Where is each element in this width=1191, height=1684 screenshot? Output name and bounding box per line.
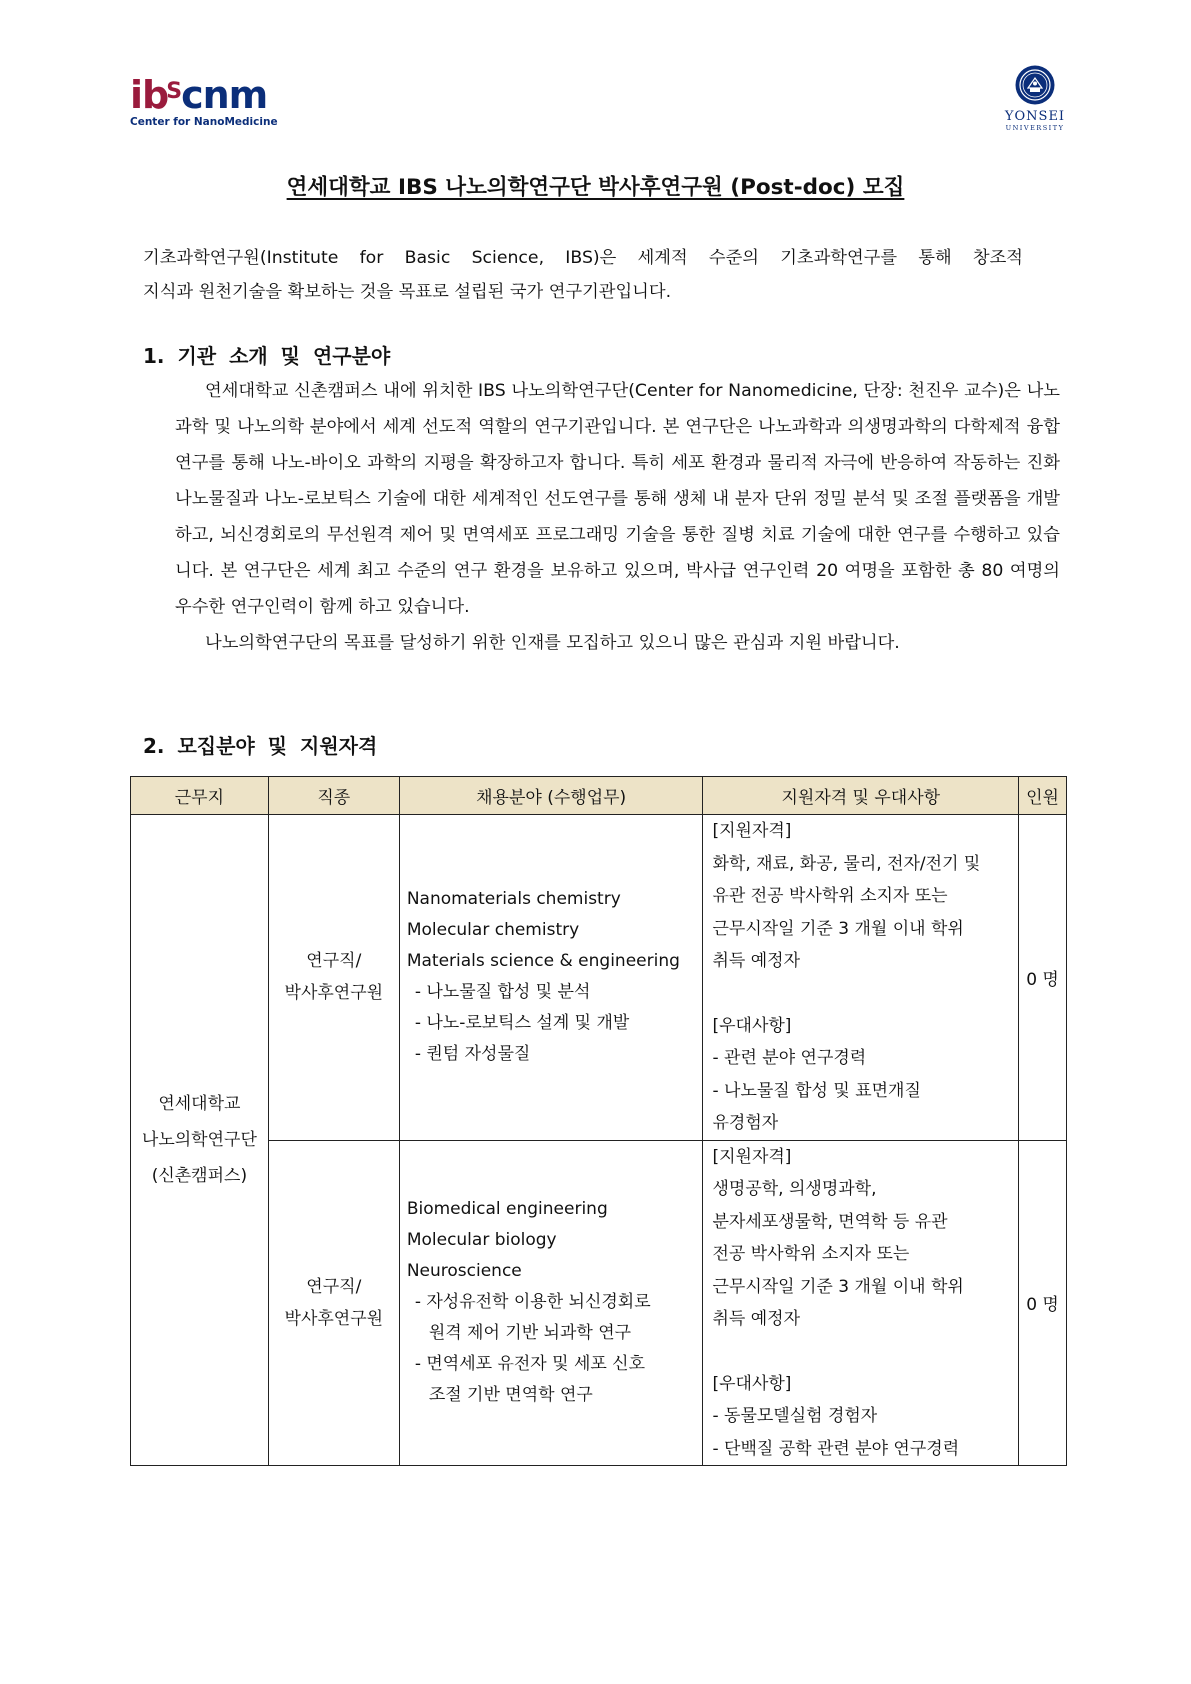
header-qualification: 지원자격 및 우대사항 bbox=[703, 777, 1019, 815]
spacer bbox=[712, 1336, 1018, 1368]
qualification-line: 유관 전공 박사학위 소지자 또는 bbox=[712, 886, 948, 906]
task-item: - 면역세포 유전자 및 세포 신호 bbox=[414, 1354, 646, 1375]
cell-field bbox=[399, 1140, 703, 1466]
intro-paragraph bbox=[143, 241, 1023, 309]
table-row bbox=[131, 1140, 1067, 1466]
cell-type bbox=[268, 1140, 399, 1466]
task-item: - 퀀텀 자성물질 bbox=[414, 1044, 531, 1065]
preference-line: - 단백질 공학 관련 분야 연구경력 bbox=[712, 1438, 960, 1459]
page-title bbox=[0, 170, 1191, 201]
type-line: 연구직/ bbox=[306, 1276, 362, 1297]
section-1-paragraph-1: 연세대학교 신촌캠퍼스 내에 위치한 IBS 나노의학연구단(Center for Nanomedicine, 단장: 천진우 교수)은 나노과학 및 나노의학 분야에서 세계 선도적 역할의 연구기관입니다. 본 연구단은 나노과학과 의생명과학의 다학제적 융합 연구를 통해 나노-바이오 과학의 지평을 확장하고자 합니다. 특히 세포 환경과 물리적 자극에 반응하여 작동하는 진화나노물질과 나노-로보틱스 기술에 대한 세계적인 선도연구를 통해 생체 내 분자 단위 정밀 분석 및 조절 플랫폼을 개발하고, 뇌신경회로의 무선원격 제어 및 면역세포 프로그래밍 기술을 통한 질병 치료 기술에 대한 연구를 수행하고 있습니다. 본 연구단은 세계 최고 수준의 연구 환경을 보유하고 있으며, 박사급 연구인력 20 여명을 포함한 총 80 여명의 우수한 연구인력이 함께 하고 있습니다. bbox=[175, 381, 1060, 617]
type-line: 박사후연구원 bbox=[284, 1308, 384, 1329]
preference-heading: [우대사항] bbox=[712, 1015, 792, 1036]
preference-line: - 동물모델실험 경험자 bbox=[712, 1406, 878, 1426]
cell-qualification bbox=[703, 1140, 1019, 1466]
field-item: Biomedical engineering bbox=[406, 1199, 608, 1220]
section-1-heading: 1. 기관 소개 및 연구분야 bbox=[143, 344, 391, 368]
cell-qualification bbox=[703, 815, 1019, 1141]
cell-count: 0 명 bbox=[1019, 815, 1067, 1141]
field-item: Neuroscience bbox=[406, 1261, 522, 1282]
yonsei-seal-icon bbox=[1014, 64, 1056, 106]
task-item: 원격 제어 기반 뇌과학 연구 bbox=[428, 1323, 632, 1344]
header-field: 채용분야 (수행업무) bbox=[399, 777, 703, 815]
qualification-line: 근무시작일 기준 3 개월 이내 학위 bbox=[712, 1276, 964, 1297]
spacer bbox=[712, 978, 1018, 1010]
logo-s: S bbox=[166, 79, 182, 104]
task-item: - 자성유전학 이용한 뇌신경회로 bbox=[414, 1292, 651, 1313]
qualification-line: 근무시작일 기준 3 개월 이내 학위 bbox=[712, 918, 964, 939]
intro-line: 지식과 원천기술을 확보하는 것을 목표로 설립된 국가 연구기관입니다. bbox=[143, 282, 672, 302]
task-item: - 나노물질 합성 및 분석 bbox=[414, 982, 591, 1003]
header-type: 직종 bbox=[268, 777, 399, 815]
logo-ib: ib bbox=[130, 73, 169, 117]
field-item: Nanomaterials chemistry bbox=[406, 889, 621, 910]
place-line: (신촌캠퍼스) bbox=[151, 1166, 248, 1186]
cell-type bbox=[268, 815, 399, 1141]
intro-line: 기초과학연구원(Institute for Basic Science, IBS)은 세계적 수준의 기초과학연구를 통해 창조적 bbox=[143, 248, 1023, 268]
table-header-row bbox=[131, 777, 1067, 815]
qualification-line: 취득 예정자 bbox=[712, 1309, 800, 1329]
logo-wordmark bbox=[130, 72, 280, 115]
qualification-line: 분자세포생물학, 면역학 등 유관 bbox=[712, 1211, 948, 1232]
place-line: 나노의학연구단 bbox=[141, 1130, 257, 1150]
preference-line: - 관련 분야 연구경력 bbox=[712, 1048, 867, 1068]
yonsei-logo bbox=[1000, 64, 1070, 139]
header-place: 근무지 bbox=[131, 777, 269, 815]
header-count: 인원 bbox=[1019, 777, 1067, 815]
section-1-paragraph-2: 나노의학연구단의 목표를 달성하기 위한 인재를 모집하고 있으니 많은 관심과 지원 바랍니다. bbox=[205, 633, 900, 653]
field-item: Molecular biology bbox=[406, 1230, 557, 1251]
qualification-line: 생명공학, 의생명과학, bbox=[712, 1179, 877, 1199]
field-item: Materials science & engineering bbox=[406, 951, 680, 972]
type-line: 박사후연구원 bbox=[284, 983, 384, 1004]
recruitment-table bbox=[130, 776, 1067, 1466]
qualification-line: 전공 박사학위 소지자 또는 bbox=[712, 1244, 910, 1264]
field-item: Molecular chemistry bbox=[406, 920, 580, 941]
section-2-heading: 2. 모집분야 및 지원자격 bbox=[143, 734, 378, 758]
preference-line: 유경험자 bbox=[712, 1113, 779, 1133]
cell-field bbox=[399, 815, 703, 1141]
task-item: - 나노-로보틱스 설계 및 개발 bbox=[414, 1013, 630, 1034]
logo-subtitle: Center for NanoMedicine bbox=[130, 116, 278, 128]
qualification-heading: [지원자격] bbox=[712, 1146, 792, 1167]
preference-heading: [우대사항] bbox=[712, 1373, 792, 1394]
section-1-body bbox=[175, 373, 1060, 661]
task-item: 조절 기반 면역학 연구 bbox=[428, 1385, 593, 1406]
ibs-cnm-logo bbox=[130, 72, 280, 128]
logo-cnm: cnm bbox=[181, 73, 268, 117]
qualification-line: 화학, 재료, 화공, 물리, 전자/전기 및 bbox=[712, 853, 981, 874]
preference-line: - 나노물질 합성 및 표면개질 bbox=[712, 1080, 921, 1101]
qualification-heading: [지원자격] bbox=[712, 821, 792, 841]
type-line: 연구직/ bbox=[306, 951, 362, 972]
qualification-line: 취득 예정자 bbox=[712, 951, 800, 971]
cell-count: 0 명 bbox=[1019, 1140, 1067, 1466]
yonsei-sub: UNIVERSITY bbox=[1005, 124, 1065, 132]
place-line: 연세대학교 bbox=[158, 1094, 241, 1114]
page-title-text: 연세대학교 IBS 나노의학연구단 박사후연구원 (Post-doc) 모집 bbox=[286, 175, 905, 200]
yonsei-name: YONSEI bbox=[1004, 109, 1066, 124]
cell-place bbox=[131, 815, 269, 1466]
table-row bbox=[131, 815, 1067, 1141]
